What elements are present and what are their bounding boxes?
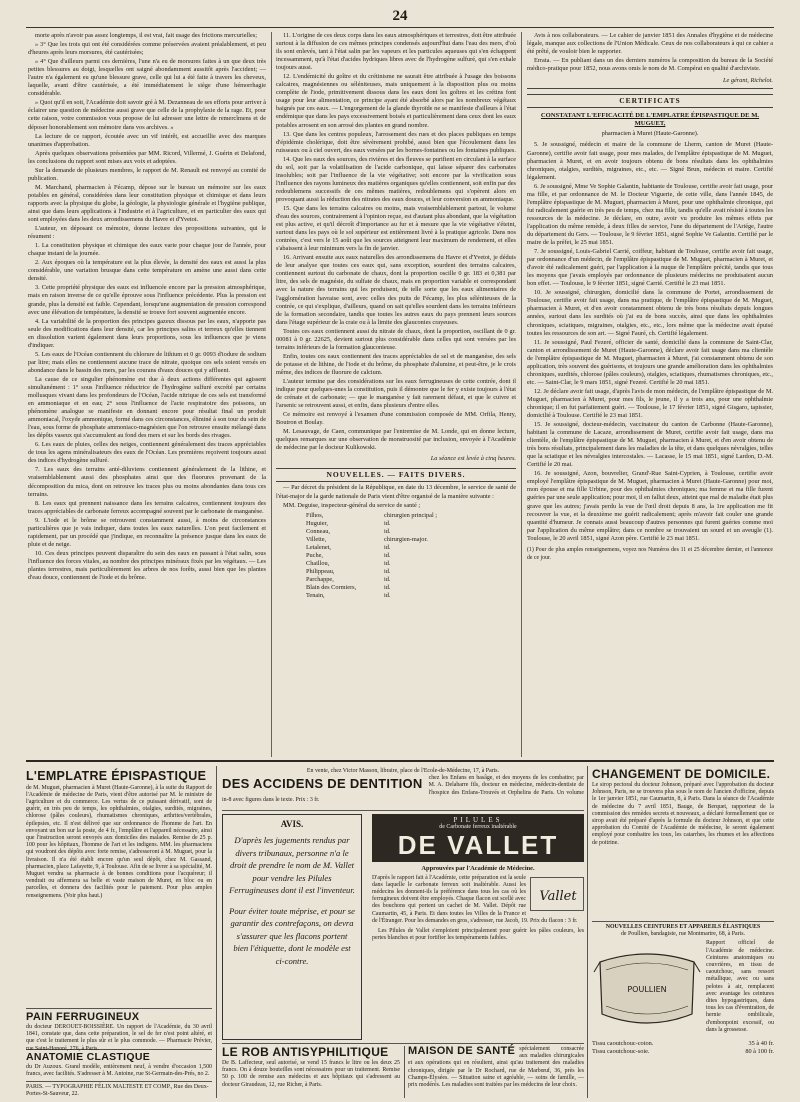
paragraph: 10. Ces deux principes peuvent disparaître du sein des eaux en passant à l'état salin, sous l'influence des forces vitales, au nombre des principes minéraux fixés par les végétaux. — Les plantes terrestres, mais particulièrement les arbres de nos forêts, aussi bien que les plantes d'eau douce, contiennent de l'iode et du brôme. [28, 549, 266, 582]
paragraph: Sur la demande de plusieurs membres, le rapport de M. Renault est renvoyé au comité de publication. [28, 166, 266, 182]
ad-pilules-vallet [372, 814, 584, 1040]
roster-row: Filhos, chirurgien principal ; [306, 511, 438, 519]
roster-row: Letalenet, id. [306, 543, 391, 551]
certificate: 6. Je soussigné, Mme Ve Sophie Galantin, habitante de Toulouse, certifie avoir fait usage, pour ma fille, et par ordonnance de M. le Docteur Viguerie, de cette ville, dans l'année 1845, de l'emplâtre épispastique de M. Muguet, pharmacien à Muret, pour une ophthalmie chronique, qui fut radicalement guérie en très peu de temps, chez ma fille, tandis qu'elle avait résisté à toutes les ressources de la médecine. Je déclare, en outre, avoir vu produire les mêmes effets par l'application du même remède, à deux filles de service, l'une du département de l'Ariége, l'autre du département du Gers. — Toulouse, le 9 février 1851, signé Sophie Ve Galantin. Certifié par le maire de la préfet, le 25 mai 1851. [527, 182, 773, 247]
paragraph: » 3° Que les trois qui ont été considérées comme préservées avaient préalablement, et peu d'heures après leurs morsures, été cautérisées; [28, 41, 266, 57]
signature-seal [530, 877, 584, 911]
column-1 [28, 32, 266, 757]
ad-body: Le sirop pectoral du docteur Johnson, préparé avec l'approbation du docteur Johnson, Paris, ne se trouvera plus sous le nom de l'ancien d'officine, depuis le 1er janvier 1851, rue Caumartin, 8, à Paris. Dans la séance de l'Académie de médecine du 7 avril 1851, Bauge, de Berquet, rapporteur de la commission des remèdes secrets et nouveaux, a déclaré formellement que ce sirop avait été préparé d'après la formule du docteur Johnson, et que cette approbation du Comité de l'Académie de médecine, le seront également employé pour combattre les toux, les catarrhes, les rhumes et les affections de poitrine. [592, 782, 774, 846]
column-3 [527, 32, 773, 757]
ad-body: D'après les jugements rendus par divers tribunaux, personne n'a le droit de prendre le nom de M. Vallet pour vendre les Pilules Ferrugineuses dont il est l'inventeur. [229, 835, 355, 896]
paragraph: — Par décret du président de la République, en date du 13 décembre, le service de santé de l'état-major de la garde nationale de Paris vient d'être organisé de la manière suivante : [276, 484, 516, 500]
ad-body: Les Pilules de Vallet s'emploient principalement pour guérir les pâles couleurs, les pertes blanches et pour fortifier les tempéraments faibles. [372, 928, 584, 942]
ad-title: LE ROB ANTISYPHILITIQUE [222, 1045, 389, 1059]
roster-row: Villette, chirurgien-major. [306, 535, 428, 543]
ad-divider [26, 1008, 212, 1009]
roster-row: Parchappe, id. [306, 576, 391, 583]
printer-imprint: PARIS. — TYPOGRAPHIE FÉLIX MALTESTE ET COMP., Rue des Deux-Portes-St-Sauveur, 22. [26, 1084, 209, 1098]
paragraph: 8. Les eaux qui prennent naissance dans les terrains calcaires, contiennent toujours des traces appréciables de carbonate ferreux accompagné souvent par le carbonate de manganèse. [28, 499, 266, 515]
ad-intro: En vente, chez Victor Masson, libraire, place de l'Ecole-de-Médecine, 17, à Paris. [306, 768, 500, 774]
ad-body: Pour éviter toute méprise, et pour se garantir des contrefaçons, on devra s'assurer que les flacons portent bien l'étiquette, dont le modèle est ci-contre. [229, 905, 355, 966]
header-rule [26, 27, 774, 28]
paragraph: 14. Que les eaux des sources, des rivières et des fleuves se purifient en circulant à la surface du sol, soit par la volatilisation de l'acide carbonique, qui laisse séparer des carbonates insolubles; soit par l'influence de la vie végétative; soit encore par la vivification sous l'influence des rayons lumineux des matières organiques qu'elles contiennent, soit enfin par des redoublemens successifs de ces mêmes matières, redoublemens qui s'opèrent alors en provoquant aussi la réduction des nitrates des eaux douces, et leur conversion en ammoniaque. [276, 155, 516, 203]
roster-row: Puche, id. [306, 551, 391, 559]
paragraph: M. Lesauvage, de Caen, communique par l'entremise de M. Londe, qui en donne lecture, quelques remarques sur une observation de monstruosité par inclusion, envoyée à l'Académie de médecine par le docteur Kulikowski. [276, 428, 516, 452]
ad-body: D'après le rapport fait à l'Académie, cette préparation est la seule dans laquelle le carbonate ferreux soit inaltérable. Aussi les médecins les donnent-ils la préférence dans tous les cas où les ferrugineux doivent être employés. Chaque flacon est scellé avec des bouchons qui portent un cachet de M. Vallet. Dépôt rue Caumartin, 45, à Paris. Et dans toutes les Villes de la France et de l'Étranger. Pour les demandes en gros, s'adresser, rue Jacob, 19. Prix du flacon : 3 fr. [372, 874, 578, 924]
paragraph: Toutes ces eaux contiennent aussi du nitrate de chaux, dont la proportion, oscillant de 0 gr. 00081 à 0 gr. 22625, devient surtout plus considérable dans celles qui sont versées par les terrains inférieurs de la formation glauconieuse. [276, 327, 516, 351]
price-row: Tissu caoutchouc-coton. 35 à 40 fr. [592, 1040, 774, 1048]
vallet-label-title: DE VALLET [397, 830, 559, 861]
paragraph: Ce mémoire est renvoyé à l'examen d'une commission composée de MM. Orfila, Henry, Boutron et Boulay. [276, 411, 516, 427]
vallet-label [372, 814, 584, 862]
paragraph: 16. Arrivant ensuite aux eaux naturelles des arrondissemens du Havre et d'Yvetot, je déduis de leur analyse que toutes ces eaux qui, sans exception, sourdent des terrains calcaires, contiennent surtout du carbonate de chaux, dont la proportion oscille 0 gr. 183 et 0,381 par litre, des sels de magnésie, du sulfate de chaux, mais en proportion variable et correspondant avec la nature des terrains qui les produisent, de telle sorte que les eaux alimentaires de l'agglomération havraise sont, avec celles des puits de Fécamp, les plus séléniteuses de la contrée, ce qui s'explique, d'ailleurs, quand on sait qu'elles sourdent dans les terrains inférieurs de la formation secondaire, tandis que toutes les autres eaux du pays prennent leurs sources dans l'étage supérieur de la craie ou à la limite des glauconies crayeuses. [276, 254, 516, 326]
certificate: 15. Je soussigné, docteur-médecin, vaccinateur du canton de Carbonne (Haute-Garonne), habitant la commune de Lacaze, arrondissement de Muret, certifie avoir fait usage, dans ma clientèle, de l'emplâtre épispastique de M. Muguet, pharmacien à Muret, et d'en avoir obtenu de très bons résultats, principalement dans les maladies de la tête, et dans quelques névralgies, telles que la sciatique et les névralgies intercostales. — Lacasse, le 15 mai 1851, signé Lardon, D.-M. Certifié le 20 mai. [527, 421, 773, 469]
vallet-label-line: PILULES [453, 816, 503, 824]
roster-row: Philippeau, id. [306, 567, 391, 575]
certificate: 5. Je soussigné, médecin et maire de la commune de Lherm, canton de Muret (Haute-Garonne), certifie avoir fait usage, pour mes malades, de l'emplâtre épispastique de M. Muguet, pharmacien à Muret, et en avoir toujours obtenu de bons résultats dans les ophthalmies chroniques, otalgies, surdités, migraines, etc., etc. — Signé Brun, médecin et maire. Certifié légalement. [527, 141, 773, 181]
roster-row: Blain des Cormiers, id. [306, 584, 391, 592]
paragraph: 5. Les eaux de l'Océan contiennent du chlorure de lithium et 0 gr. 0093 d'iodure de sodium par litre; mais elles ne contiennent aucune trace de nitrate, quoique ces sels soient versés en abondance dans le bassin des mers, par les courans d'eaux douces qui y affluent. [28, 350, 266, 374]
roster-row: Huguier, id. [306, 519, 391, 527]
ad-body: Rapport officiel de l'Académie de médecine. Ceintures anatomiques ou couvrières, en tissu de caoutchouc, sans ressort métallique, avec ou sans pelotes à air, remplacent avec avantage les ceintures dites hypogastriques, dans tous les cas d'éventration, de hernie ombilicale, d'embonpoint excessif, ou dans la grossesse. [706, 940, 774, 1033]
ad-subtitle: de Poullien, bandagiste, rue Montmartre, 68, à Paris. [620, 931, 745, 938]
paragraph: Enfin, toutes ces eaux contiennent des traces appréciables de sel et de manganèse, des sels de potasse et de lithine, de l'iode et du brôme, du phosphate d'alumine, et peut-être, je le crois même, des indices de fluorure de calcium. [276, 352, 516, 376]
paragraph: 3. Cette propriété physique des eaux est influencée encore par la pression atmosphérique, mais en raison inverse de ce qu'elle éprouve sous l'influence précédente. Plus la pression est grande, plus la densité est faible. Cependant, lorsqu'une augmentation de pression correspond avec une élévation de température, la densité se trouve fort souvent augmentée encore. [28, 284, 266, 316]
session-closing: La séance est levée à cinq heures. [430, 455, 516, 463]
ad-title: PAIN FERRUGINEUX [26, 1011, 140, 1023]
ad-divider [587, 766, 588, 1098]
ad-divider [216, 766, 217, 1098]
gerant-signature: Le gérant, Richelot. [527, 77, 773, 89]
signature-text: Vallet [539, 888, 577, 904]
ad-emplatre-epispastique [26, 770, 212, 1002]
ad-approval: Approuvées par l'Académie de Médecine. [421, 865, 535, 873]
column-divider [271, 32, 272, 757]
paragraph: M. Marchand, pharmacien à Fécamp, dépose sur le bureau un mémoire sur les eaux potables en général, considérées dans leur constitution physique et chimique et dans leurs rapports avec la physique du globe, la géologie, la physiologie générale et l'hygiène publique, ainsi que dans leurs applications à l'industrie et à l'agriculture, et en particulier des eaux qui sont employées dans les deux arrondissemens du Havre et d'Yvetot. [28, 183, 266, 224]
paragraph: 11. L'origine de ces deux corps dans les eaux atmosphériques et terrestres, doit être attribuée surtout à la diffusion de ces mêmes principes condensés aujourd'hui dans l'eau des mers, d'où ils sont enlevés, tant à l'état salin par les vapeurs et les particules aqueuses qui s'en échappent incessamment, qu'à l'état d'acides hydriques libres avec de l'hydrogène sulfuré, qui s'en exhale toujours aussi. [276, 32, 516, 72]
ad-body: de M. Muguet, pharmacien à Muret (Haute-Garonne), à la suite du Rapport de l'Académie de médecine de Paris, vient d'être autorisé par M. le ministre de l'agriculture et du commerce. Les vertus de ce puissant dérivatif, sont de guérir, en très peu de temps, les ophthalmies, otalgies, surdités, migraines, chlorose (pâles couleurs), rhumatismes chroniques, arthrites/vertébrales, épilepsies, etc. Il n'est délivré que sur ordonnance de l'homme de l'art. En envoyant un bon sur la poste, de 4 fr., l'emplâtre et l'appareil nécessaire, ainsi que l'instruction seront envoyés aux domiciles des malades. Remise de 25 p. 100 pour les hôpitaux, l'homme de l'art et les indigens. MM. les pharmaciens qui voudront des dépôts avec forte remise, s'adresseront à M. Muguet, pour la livraison. Il n'a été établi encore qu'un seul dépôt, chez M. Gassand, pharmacien, place Lafayette, 9, à Toulouse. Afin de se livrer à sa spécialité, M. Muguet vendra sa pharmacie à de bonnes conditions pour l'acquéreur; il vendrait ou affermera sa belle et vaste maison de Muret, en bloc ou en parcelles, et donnera des facilités pour le paiement. Pour plus amples renseignemens. (Voir plus haut.) [26, 784, 212, 899]
belt-illustration-icon [592, 942, 702, 1038]
ad-divider [222, 810, 584, 811]
ad-anatomie-clastique [26, 1052, 212, 1078]
paragraph: 1. La constitution physique et chimique des eaux varie pour chaque jour de l'année, pour chaque instant de la journée. [28, 242, 266, 258]
ad-accidens-dentition [222, 768, 584, 806]
paragraph: » Quoi qu'il en soit, l'Académie doit savoir gré à M. Dezanneau de ses efforts pour arriver à éclairer une question de médecine aussi grave que celle de la prophylaxie de la rage. Et, pour cette raison, votre commission vous propose de lui adresser une lettre de remercîmens et de déposer honorablement son mémoire dans vos archives. » [28, 99, 266, 131]
advertisement-section [26, 760, 774, 1098]
certificats-subtitle: CONSTATANT L'EFFICACITÉ DE L'EMPLATRE ÉPISPASTIQUE DE M. MUGUET, [540, 112, 760, 128]
roster-row: Conneau, id. [306, 527, 391, 535]
certificate: 11. Je soussigné, Paul Fezeré, officier de santé, domicilié dans la commune de Saint-Clar, canton et arrondissement de Muret (Haute-Garonne), déclare avoir fait usage dans ma clientèle de l'emplâtre épispastique de M. Muguet, pharmacien à Muret, j'ai constamment obtenu de son application, très souvent des guérisons, et toujours une grande amélioration dans les ophthalmies chroniques, surdités, chlorose (pâles couleurs), otalgies, sciatiques, rhumatismes chroniques, etc., etc. — Saint-Clar, le 9 mars 1851, signé Fezeré. Certifié le 20 mai 1851. [527, 338, 773, 386]
paragraph: 9. L'iode et le brôme se retrouvent constamment aussi, à moins de circonstances particulières que je vais indiquer, dans toutes les eaux naturelles. L'on peut facilement et rapidement, par un procédé que j'indique, en reconnaître la présence jusque dans les eaux de pluie et de neige. [28, 516, 266, 548]
certificate: 16. Je soussigné, Azon, bouvrelier, Grand'-Rue Saint-Cyprien, à Toulouse, certifie avoir employé l'emplâtre épispastique de M. Muguet, pharmacien à Muret (Haute-Garonne) pour moi, mon épouse et ma fille Urbine, pour des ophthalmies chroniques; ma femme et ma fille furent guéries par une seule application; pour moi, il en fallut deux, atteint que mal de maladie était plus grave que les autres; j'avais perdu la vue de l'œil droit depuis 8 ans, la 1re application me fit recouvrer la vue, et la deuxième me guérit radicalement; après m'avoir fait couler une grande quantité d'humeur. Je connais aussi beaucoup d'autres personnes qui furent guéries comme moi par l'application du même emplâtre; dans ce nombre se trouvaient un sourd et un aveugle (1). Toulouse, le 20 avril 1851, signé Azon père. Certifié le 23 mai 1851. [527, 470, 773, 542]
ad-title: MAISON DE SANTÉ [408, 1045, 516, 1057]
certificate: 7. Je soussigné, Louis-Gabriel Carrié, coiffeur, habitant de Toulouse, certifie avoir fait usage, par ordonnance d'un médecin, de l'emplâtre épispastique de M. Muguet, pharmacien à Muret, et d'avoir été radicalement guéri, par l'application à la nuque de l'emplâtre précité, tandis que tous les moyens que j'avais employés par ordonnance de plusieurs médecins ne produisaient aucun bon effet. — Toulouse, le 9 février 1851, signé Carrié. Certifié le 23 mai 1851. [527, 248, 773, 288]
footnote: (1) Pour de plus amples renseignemens, voyez nos Numéros des 11 et 25 décembre dernier, et l'annonce de ce jour. [527, 546, 773, 561]
ad-body: De B. Laffecteur, seul autorisé, se vend 15 francs le litre ou les deux 25 francs. On à douze bouteilles sont nécessaires pour un traitement. Remise 50 p. 100 de remise aux médecins et aux hôpitaux qui s'adressent au docteur Giraudeau, 12, rue Richer, à Paris. [222, 1060, 400, 1088]
section-title-nouvelles: NOUVELLES. — FAITS DIVERS. [276, 468, 516, 482]
column-2 [276, 32, 516, 757]
ad-body: chez les Enfans en basâge, et des moyens de les combattre; par M. A. Delabarre fils, docteur en médecine, médecin-dentiste de l'hospice des Enfans-Trouvés et Orphelins de Paris. Un volume in-8 avec figures dans le texte. Prix : 3 fr. [222, 775, 584, 803]
section-title-certificats: CERTIFICATS [527, 94, 773, 108]
paragraph: 6. Les eaux de pluies, celles des neiges, contiennent généralement des traces appréciables de tous les agens minéralisateurs des eaux de l'Océan. Les premières reçoivent toujours aussi des indices d'hydrogène sulfuré. [28, 441, 266, 465]
ad-divider [26, 1081, 212, 1082]
certificats-subtitle-2: pharmacien à Muret (Haute-Garonne). [601, 130, 699, 138]
paragraph: La lecture de ce rapport, écoutée avec un vif intérêt, est accueillie avec des marques unanimes d'approbation. [28, 132, 266, 148]
ad-ceintures-poullien [592, 924, 774, 1100]
ad-body: du Dr Auzoux. Grand modèle, entièrement neuf, à vendre d'occasion 1,500 francs, avec facilités. S'adresser à M. Antoine, rue St-Germain-des-Prés, no 2. [26, 1063, 212, 1077]
paragraph: 12. L'endémicité du goître et du crétinisme ne saurait être attribuée à l'usage des boissons calcaires, magnésiennes ou séléniteuses, mais uniquement à la disposition plus ou moins complète de l'iode, primitivement dissous dans les eaux dont les goîtres et les crétins font usage pour leur alimentation, ce principe ayant été absorbé alors par les nombreux végétaux baignés par ces eaux. — L'engorgement de la glande thyroïde ne se manifeste d'ailleurs à l'état endémique que dans les pays excessivement boisés et particulièrement dans ceux dont les eaux potables arrosent en son arrosé des plantes en grand nombre. [276, 73, 516, 129]
belt-label: POULLIEN [627, 985, 667, 995]
paragraph: La cause de ce singulier phénomène est due à deux actions différentes qui agissent simultanément : 1° sous l'influence réductrice de l'hydrogène sulfuré excrété par certains mollusques vivant dans les profondeurs de l'Océan, l'acide nitrique de ces sels est transformé en ammoniaque et en eau; 2° sous l'influence de l'acte respiratoire des poissons, un phénomène analogue se manifeste en donnant encore pour résultat final un produit ammoniacal, l'oxyde ammonique, formé dans ces circonstances, éliminé à son tour du sein de l'eau, sous forme de phosphate ammoniaco-magnésien que l'on retrouve ensuite mélangé dans les dépôts vaseux qui s'accumulent au fond des mers et sur les bords des rivages. [28, 375, 266, 440]
paragraph: » 4° Que d'ailleurs parmi ces dernières, l'une n'a eu de morsures faites à un que deux très petites blessures au doigt, lesquelles ont saigné abondamment aussitôt après l'accident; — l'autre n'a également eu qu'une blessure grave, celle qui lui a été faite à travers les cheveux, laquelle, avant d'être cautérisée, a été immédiatement le siège d'une hémorrhagie considérable. [28, 58, 266, 98]
paragraph: Après quelques observations présentées par MM. Ricord, Villermé, J. Guérin et Delafond, les conclusions du rapport sont mises aux voix et adoptées. [28, 149, 266, 165]
roster-intro: MM. Deguise, inspecteur-général du service de santé ; [283, 501, 421, 509]
paragraph: 2. Aux époques où la température est la plus élevée, la densité des eaux est aussi la plus considérable, une variation brusque dans cette température en amène une aussi dans cette densité. [28, 259, 266, 283]
paragraph: L'auteur, en déposant ce mémoire, donne lecture des propositions suivantes, qui le résument : [28, 225, 266, 241]
paragraph: morte après n'avoir pas assez longtemps, il est vrai, fait usage des frictions mercurielles; [35, 32, 257, 39]
paragraph: 13. Que dans les centres populeux, l'arrosement des rues et des places publiques en temps d'épidémie cholérique, doit être sévèrement prohibé, aussi bien que l'écoulement dans les ruisseaux ou à ciel ouvert, des eaux versées par les bornes-fontaines ou les fontaines publiques. [276, 130, 516, 154]
ad-title: CHANGEMENT DE DOMICILE. [592, 767, 771, 781]
paragraph: 4. La variabilité de la proportion des principes gazeux dissous par les eaux, n'apporte pas seule des modifications dans leur densité, car les principes salins et terreux qu'elles tiennent en dissolution varient également dans leurs proportions, sous les influences que je viens d'indiquer. [28, 317, 266, 349]
paragraph: 15. Que dans les terrains calcaires ou moins, mais vraisemblablement partout, le volume d'eau des sources, contrairement à l'opinion reçue, est d'autant plus abondant, que la végétation est plus active, et qu'il décroît d'importance au fur et à mesure que la vie végétative s'éteint, surtout dans les pays où le sol supérieur est entièrement livré à la pratique agricole. Dans nos contrées, c'est vers le 15 août que les sources atteignent leur maximum de rendement, et elles s'abaissent à leur minimum vers la fin de janvier. [276, 204, 516, 253]
ad-changement-domicile [592, 768, 774, 920]
ad-pain-ferrugineux [26, 1011, 212, 1052]
paragraph: L'auteur termine par des considérations sur les eaux ferrugineuses de cette contrée, dont il indique pour quelques-unes la constitution, puis il démontre que le fer y existe toujours à l'état de crénate et de carbonate; — que le manganèse y fait rarement défaut, et que le cuivre et l'arsenic se retrouvent aussi, et enfin, dans plusieurs d'entre elles. [276, 377, 516, 410]
certificate: 10. Je soussigné, chirurgien, domicilié dans la commune de Portet, arrondissement de Toulouse, certifie avoir fait usage, dans ma pratique, de l'emplâtre épispastique de M. Muguet, pharmacien à Muret, et d'en avoir constamment obtenu de très bons résultats depuis longues années, surtout dans les surdités où j'ai eu de bons succès, ainsi que dans les ophthalmies chroniques, sciatiques, migraines, otalgies, etc., etc., lors même que la médecine avait épuisé toutes les ressources de son art. — Signé Fauré, ch. Certifié légalement. [527, 289, 773, 337]
ad-divider [592, 921, 774, 922]
paragraph: Avis à nos collaborateurs. — Le cahier de janvier 1851 des Annales d'hygiène et de médecine légale, manque aux collections de l'Union Médicale. Ceux de nos collaborateurs à qui ce cahier a été prêté, de vouloir bien le rapporter. [527, 32, 773, 56]
roster-row: Chaillou, id. [306, 559, 391, 567]
column-divider [521, 32, 522, 757]
ad-title: L'EMPLATRE ÉPISPASTIQUE [26, 769, 207, 783]
ad-title: NOUVELLES CEINTURES ET APPAREILS ÉLASTIQUES [605, 924, 761, 930]
ad-body: spécialement consacrée aux maladies chirurgicales et aux opérations qui en résultent, ainsi qu'au traitement des maladies chroniques, dirigée par le Dr Rochard, rue de Marbœuf, 36, près les Champs-Élysées. — Situation saine et agréable, — soins de famille, — prix modérés. Les maladies sont traitées par les médecins de leur choix. [408, 1046, 584, 1089]
ad-body: du docteur DEROUET-BOISSIÈRE. Un rapport de l'Académie, du 30 avril 1841, constate que, dans cette préparation, le sel de fer n'est point altéré, et que c'est le traitement le plus sûr et le plus commode. — Pharmacie Prévier, rue Saint-Honoré, 276, à Paris. [26, 1024, 212, 1052]
roster-list [306, 512, 516, 601]
ad-maison-de-sante [408, 1046, 584, 1098]
ad-divider [222, 1043, 584, 1044]
ad-avis-vallet [222, 814, 362, 1040]
paragraph: 7. Les eaux des terrains anté-diluviens contiennent généralement de la lithine, et vraisemblablement aussi des phosphates ainsi que des fluorures provenant de la décomposition du mica, dont on retrouve les traces plus ou moins abondantes dans tous ces terrains. [28, 466, 266, 498]
ad-title: DES ACCIDENS DE DENTITION [222, 776, 423, 792]
paragraph: Errata. — En publiant dans un des derniers numéros la composition du bureau de la Société médico-pratique pour 1852, nous avons omis le nom de M. Compérat en qualité d'archiviste. [527, 57, 773, 73]
page-number: 24 [392, 8, 408, 24]
ad-title: ANATOMIE CLASTIQUE [26, 1051, 151, 1063]
certificate: 12. Je déclare avoir fait usage, d'après l'avis de mon médecin, de l'emplâtre épispastique de M. Muguet, pharmacien à Muret, pour mes fils, le jeune, il y a trois ans, pour une ophthalmie chronique; il en fut parfaitement guéri. — Toulouse, le 17 février 1851, signé Gisgaro, tapissier, domicilié à Toulouse. Certifié le 23 mai 1851. [527, 387, 773, 420]
ad-title: AVIS. [280, 819, 304, 829]
vallet-label-line: de Carbonate ferreux inaltérable [439, 824, 517, 831]
roster-row: Tenain, id. [306, 592, 391, 600]
price-row: Tissu caoutchouc-soie. 80 à 100 fr. [592, 1047, 774, 1055]
ad-divider [404, 1046, 405, 1098]
ad-rob-antisyphilitique [222, 1046, 400, 1098]
